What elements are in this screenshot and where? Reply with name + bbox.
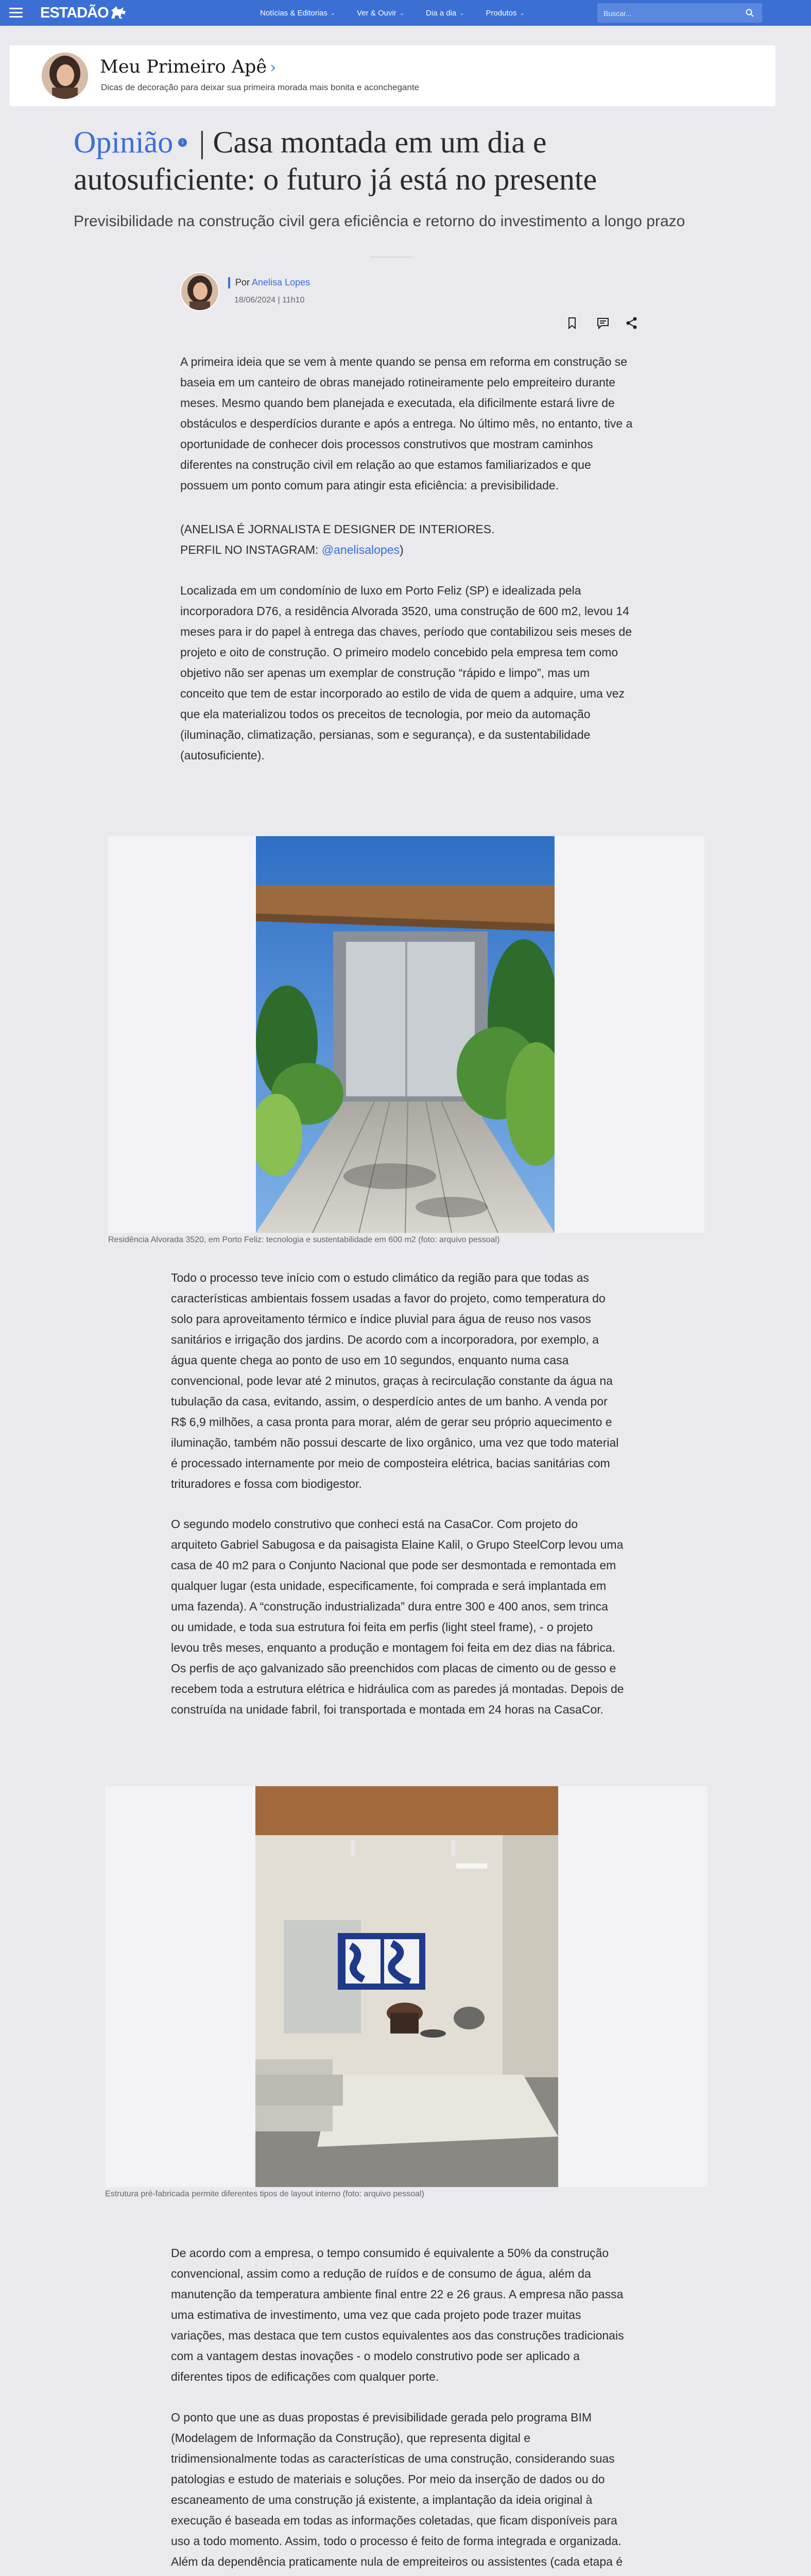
opinion-kicker[interactable]: Opinião: [74, 125, 174, 159]
author-link[interactable]: Anelisa Lopes: [252, 277, 310, 287]
article-paragraph: O ponto que une as duas propostas é previsibilidade gerada pelo programa BIM (Modelagem de Informação da Construção), que representa digital e tridimensionalmente todas as características de uma construção, considerando suas patologias e estudo de materiais e soluções. Por meio da inserção de dados ou do escaneamento de uma construção já existente, a implantação da ideia original à execução é baseada em todas as informações coletadas, que ficam disponíveis para uso a todo momento. Assim, todo o processo é feito de forma integrada e organizada. Além da dependência praticamente nula de empreiteiros ou assistentes (cada etapa é: [171, 2411, 623, 2568]
site-logo[interactable]: ESTADÃO: [40, 5, 109, 21]
bookmark-icon[interactable]: [564, 315, 580, 331]
author-bio: (ANELISA É JORNALISTA E DESIGNER DE INTERIORES. PERFIL NO INSTAGRAM: @anelisalopes): [180, 522, 495, 556]
figure-interior: [105, 1786, 708, 2187]
top-nav: [0, 0, 811, 26]
author-byline: Por Anelisa Lopes: [235, 277, 310, 287]
divider: [371, 257, 412, 258]
chevron-down-icon: ⌄: [520, 10, 525, 16]
instagram-link[interactable]: @anelisalopes: [321, 543, 400, 556]
info-icon[interactable]: i: [178, 138, 187, 147]
house-exterior-photo[interactable]: [256, 836, 555, 1233]
search-box: [597, 3, 762, 23]
chevron-down-icon: ⌄: [459, 10, 464, 16]
search-input[interactable]: [602, 7, 738, 20]
article-paragraph: Todo o processo teve início com o estudo climático da região para que todas as características ambientais fossem usadas a favor do projeto, como temperatura do solo para aproveitamento térmico e índice pluvial para água de reuso nos vasos sanitários e irrigação dos jardins. De acordo com a incorporadora, por exemplo, a água quente chega ao ponto de uso em 10 segundos, enquanto numa casa convencional, pode levar até 2 minutos, graças à recirculação constante da água na tubulação da casa, evitando, assim, o desperdício antes de um banho. A venda por R$ 6,9 milhões, a casa pronta para morar, além de gerar seu próprio aquecimento e iluminação, também não possui descarte de lixo orgânico, uma vez que todo material é processado internamente por meio de composteira elétrica, bacias sanitárias com trituradores e fossa com biodigestor.: [171, 1271, 619, 1490]
menu-icon[interactable]: [9, 8, 23, 18]
chevron-down-icon: ⌄: [330, 10, 336, 16]
figure-caption: Estrutura pré-fabricada permite diferentes tipos de layout interno (foto: arquivo pessoal): [105, 2190, 424, 2198]
nav-item-ver-ouvir[interactable]: Ver & Ouvir ⌄: [357, 8, 405, 18]
blog-subtitle: Dicas de decoração para deixar sua primeira morada mais bonita e aconchegante: [101, 82, 420, 92]
article-actions: [561, 315, 644, 334]
author-accent-bar: [228, 277, 230, 289]
author-avatar[interactable]: [180, 272, 219, 311]
nav-item-noticias[interactable]: Notícias & Editorias ⌄: [260, 8, 336, 18]
blog-title[interactable]: Meu Primeiro Apê ›: [100, 57, 277, 77]
blog-header-card[interactable]: [9, 45, 775, 106]
article-subtitle: Previsibilidade na construção civil gera eficiência e retorno do investimento a longo prazo: [74, 213, 685, 230]
article-headline: [74, 124, 692, 198]
nav-item-dia-a-dia[interactable]: Dia a dia ⌄: [426, 8, 464, 18]
comment-icon[interactable]: [595, 315, 611, 331]
article-title: | Casa montada em um dia e autosuficiente: o futuro já está no presente: [74, 125, 597, 196]
article-paragraph: Localizada em um condomínio de luxo em Porto Feliz (SP) e idealizada pela incorporadora D76, a residência Alvorada 3520, uma construção de 600 m2, levou 14 meses para ir do papel à entrega das chaves, período que contabilizou seis meses de projeto e oito de construção. O primeiro modelo concebido pela empresa tem como objetivo não ser apenas um exemplar de construção “rápido e limpo”, mas um conceito que tem de estar incorporado ao estilo de vida de quem a adquire, uma vez que ela materializou todos os preceitos de tecnologia, por meio da automação (iluminação, climatização, persianas, som e segurança), e da sustentabilidade (autosuficiente).: [180, 584, 632, 762]
article-paragraph: De acordo com a empresa, o tempo consumido é equivalente a 50% da construção convencional, assim como a redução de ruídos e de consumo de água, além da manutenção da temperatura ambiente final entre 22 e 26 graus. A empresa não passa uma estimativa de investimento, uma vez que cada projeto pode trazer muitas variações, mas destaca que tem custos equivalentes aos das construções tradicionais com a vantagem destas inovações - o modelo construtivo pode ser aplicado a diferentes tipos de edificações com qualquer porte.: [171, 2246, 624, 2383]
blog-avatar: [42, 53, 88, 99]
article-paragraph: O segundo modelo construtivo que conheci está na CasaCor. Com projeto do arquiteto Gabriel Sabugosa e da paisagista Elaine Kalil, o Grupo SteelCorp levou uma casa de 40 m2 para o Conjunto Nacional que pode ser desmontada e remontada em qualquer lugar (esta unidade, especificamente, foi comprada e será implantada em uma fazenda). A “construção industrializada” dura entre 300 e 400 anos, sem trinca ou umidade, e toda sua estrutura foi feita em perfis (light steel frame), - o projeto levou três meses, enquanto a produção e montagem foi feita em dez dias na fábrica. Os perfis de aço galvanizado são preenchidos com placas de cimento ou de gesso e recebem toda a estrutura elétrica e hidráulica com as paredes já montadas. Depois de construída na unidade fabril, foi transportada e montada em 24 horas na CasaCor.: [171, 1517, 624, 1716]
chevron-down-icon: ⌄: [399, 10, 405, 16]
figure-house-exterior: [108, 836, 704, 1233]
figure-caption: Residência Alvorada 3520, em Porto Feliz: tecnologia e sustentabilidade em 600 m2 (foto: arquivo pessoal): [108, 1235, 500, 1244]
nav-menu: [260, 0, 546, 26]
chevron-right-icon: ›: [270, 59, 277, 77]
nav-item-produtos[interactable]: Produtos ⌄: [486, 8, 525, 18]
article-paragraph: A primeira ideia que se vem à mente quando se pensa em reforma em construção se baseia em um canteiro de obras manejado rotineiramente pelo empreiteiro durante meses. Mesmo quando bem planejada e executada, ela dificilmente estará livre de obstáculos e desperdícios durante e após a entrega. No último mês, no entanto, tive a oportunidade de conhecer dois processos construtivos que mostram caminhos diferentes na construção civil em relação ao que estamos familiarizados e que possuem um ponto comum para atingir esta eficiência: a previsibilidade.: [180, 355, 633, 492]
publish-date: 18/06/2024 | 11h10: [234, 296, 305, 304]
interior-photo[interactable]: [255, 1786, 558, 2187]
share-icon[interactable]: [624, 315, 640, 331]
horse-logo-icon[interactable]: [109, 5, 128, 21]
search-icon[interactable]: [746, 9, 754, 17]
